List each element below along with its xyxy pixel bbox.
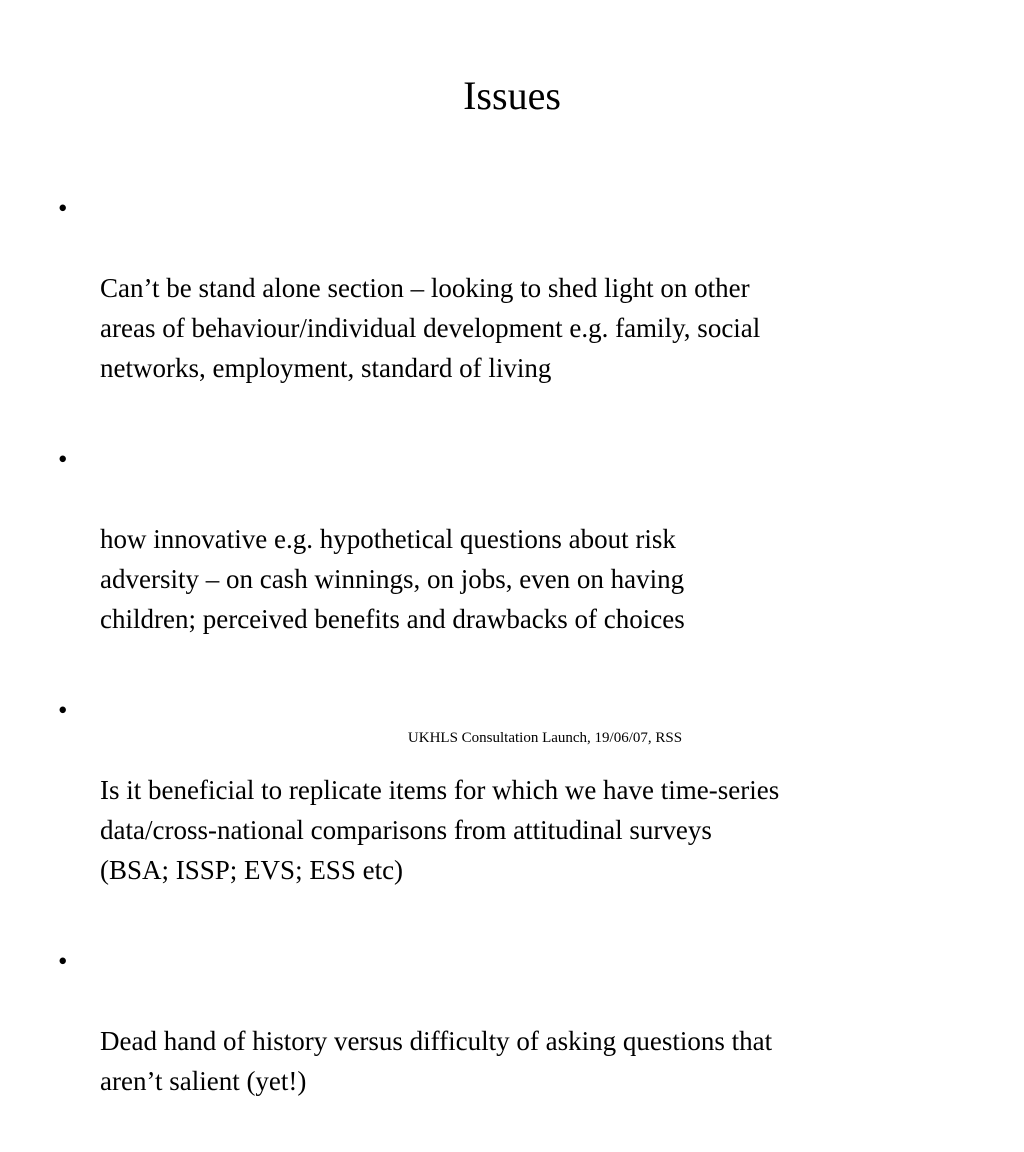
bullet-dot-icon: • — [58, 695, 68, 725]
bullet-item — [58, 941, 978, 1141]
bullet-text: Can’t be stand alone section – looking to shed light on other areas of behaviour/individual development e.g. family, social networks, employment, standard of living — [100, 273, 761, 383]
bullet-dot-icon: • — [58, 444, 68, 474]
bullet-dot-icon: • — [58, 193, 68, 223]
bullet-list — [58, 188, 978, 1152]
bullet-dot-icon: • — [58, 946, 68, 976]
bullet-item — [58, 188, 978, 428]
slide-title: Issues — [463, 73, 561, 118]
bullet-text: how innovative e.g. hypothetical questions about risk adversity – on cash winnings, on jobs, even on having children; perceived benefits and drawbacks of choices — [100, 524, 685, 634]
bullet-text: Dead hand of history versus difficulty of asking questions that aren’t salient (yet!) — [100, 1026, 773, 1096]
bullet-item — [58, 439, 978, 679]
slide-footer: UKHLS Consultation Launch, 19/06/07, RSS — [407, 730, 683, 746]
bullet-item — [58, 690, 978, 930]
bullet-text: Is it beneficial to replicate items for which we have time-series data/cross-national comparisons from attitudinal surveys (BSA; ISSP; EVS; ESS etc) — [100, 775, 780, 885]
